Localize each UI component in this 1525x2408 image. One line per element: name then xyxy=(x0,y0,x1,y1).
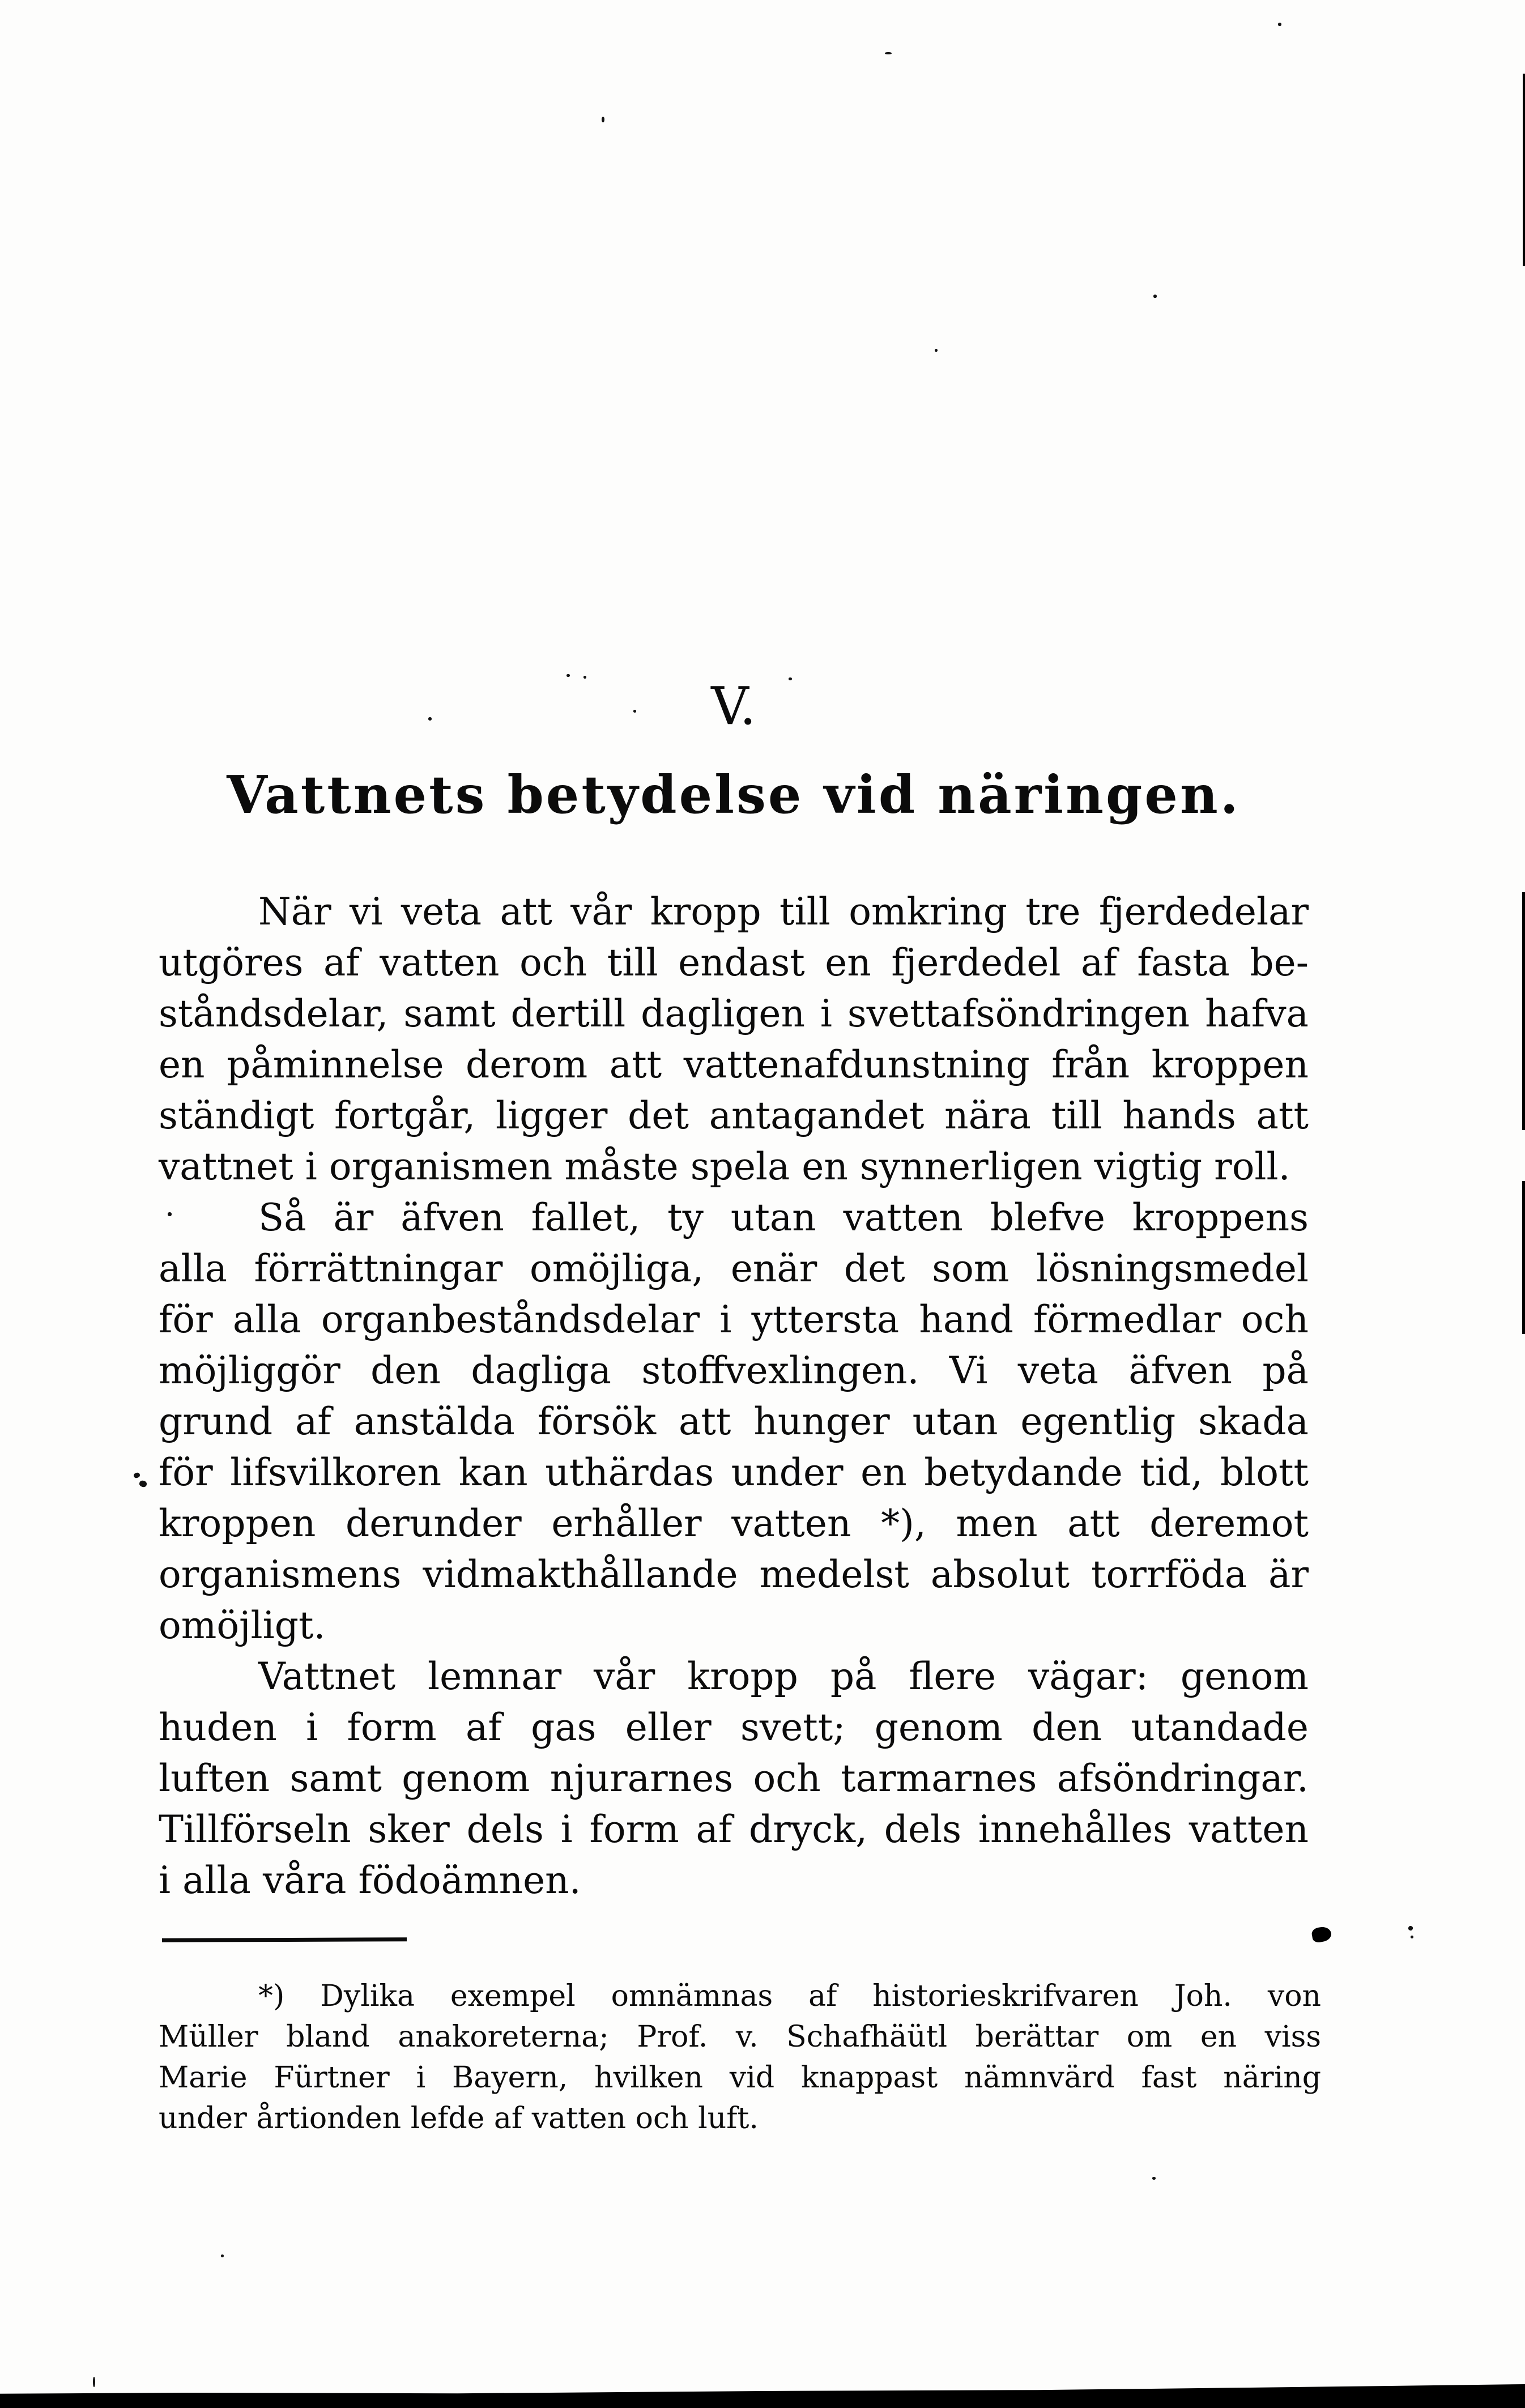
scan-speck xyxy=(93,2377,95,2387)
scan-speck xyxy=(602,117,604,122)
text-line: i alla våra födoämnen. xyxy=(159,1859,581,1902)
page-title: Vattnets betydelse vid näringen. xyxy=(227,764,1241,825)
text-line: organismens vidmakthållande medelst absolut torrföda är xyxy=(159,1553,1309,1596)
text-line: grund af anstälda försök att hunger utan egentlig skada xyxy=(159,1400,1309,1443)
text-line: alla förrättningar omöjliga, enär det som lösningsmedel xyxy=(159,1247,1309,1290)
text-line: för alla organbeståndsdelar i yttersta hand förmedlar och xyxy=(159,1298,1309,1341)
text-line: under årtionden lefde af vatten och luft. xyxy=(159,2102,759,2136)
text-line: omöjligt. xyxy=(159,1604,326,1647)
scan-speck xyxy=(139,1480,147,1488)
footnote-text xyxy=(159,1976,1321,2139)
scan-speck xyxy=(1411,1936,1413,1938)
scan-edge-mark xyxy=(1522,892,1525,1130)
text-line: en påminnelse derom att vattenafdunstning från kroppen xyxy=(159,1043,1309,1086)
scan-speck xyxy=(1153,295,1157,298)
text-line: *) Dylika exempel omnämnas af historieskrifvaren Joh. von xyxy=(258,1979,1321,2013)
text-line: Vattnet lemnar vår kropp på flere vägar: genom xyxy=(258,1655,1309,1698)
text-line: ständigt fortgår, ligger det antagandet nära till hands att xyxy=(159,1094,1309,1137)
body-text xyxy=(159,887,1309,1906)
scan-speck xyxy=(133,1472,140,1478)
text-line: för lifsvilkoren kan uthärdas under en betydande tid, blott xyxy=(159,1451,1309,1494)
scan-bottom-edge-band xyxy=(0,2374,1525,2408)
scan-edge-mark xyxy=(1523,74,1525,266)
scan-speck xyxy=(633,710,636,713)
scan-speck xyxy=(583,676,586,679)
text-line: Müller bland anakoreterna; Prof. v. Schafhäütl berättar om en viss xyxy=(159,2020,1321,2054)
chapter-number: V. xyxy=(711,676,756,736)
text-line: ståndsdelar, samt dertill dagligen i svettafsöndringen hafva xyxy=(159,992,1309,1035)
text-line: möjliggör den dagliga stoffvexlingen. Vi veta äfven på xyxy=(159,1349,1309,1392)
text-line: vattnet i organismen måste spela en synnerligen vigtig roll. xyxy=(159,1145,1290,1188)
scan-speck xyxy=(1408,1925,1414,1932)
text-line: Marie Fürtner i Bayern, hvilken vid knappast nämnvärd fast näring xyxy=(159,2061,1321,2095)
scan-speck xyxy=(1152,2177,1156,2180)
footnote-divider-rule xyxy=(162,1937,407,1942)
text-line: Så är äfven fallet, ty utan vatten blefve kroppens xyxy=(258,1196,1309,1239)
scan-speck xyxy=(1278,23,1281,26)
text-line: kroppen derunder erhåller vatten *), men att deremot xyxy=(159,1502,1309,1545)
scan-speck xyxy=(885,52,892,54)
scan-speck xyxy=(221,2254,224,2257)
scan-speck xyxy=(428,717,432,721)
text-line: Tillförseln sker dels i form af dryck, dels innehålles vatten xyxy=(159,1808,1309,1851)
ink-blob-mark xyxy=(1311,1925,1332,1944)
text-line: När vi veta att vår kropp till omkring tre fjerdedelar xyxy=(258,890,1309,934)
scan-speck xyxy=(168,1212,172,1216)
text-line: luften samt genom njurarnes och tarmarnes afsöndringar. xyxy=(159,1757,1309,1800)
scan-speck xyxy=(935,349,938,352)
text-line: utgöres af vatten och till endast en fjerdedel af fasta be- xyxy=(159,941,1309,984)
scan-edge-mark xyxy=(1522,1181,1525,1334)
scan-speck xyxy=(789,677,792,680)
text-line: huden i form af gas eller svett; genom den utandade xyxy=(159,1706,1309,1749)
scan-speck xyxy=(566,674,570,677)
